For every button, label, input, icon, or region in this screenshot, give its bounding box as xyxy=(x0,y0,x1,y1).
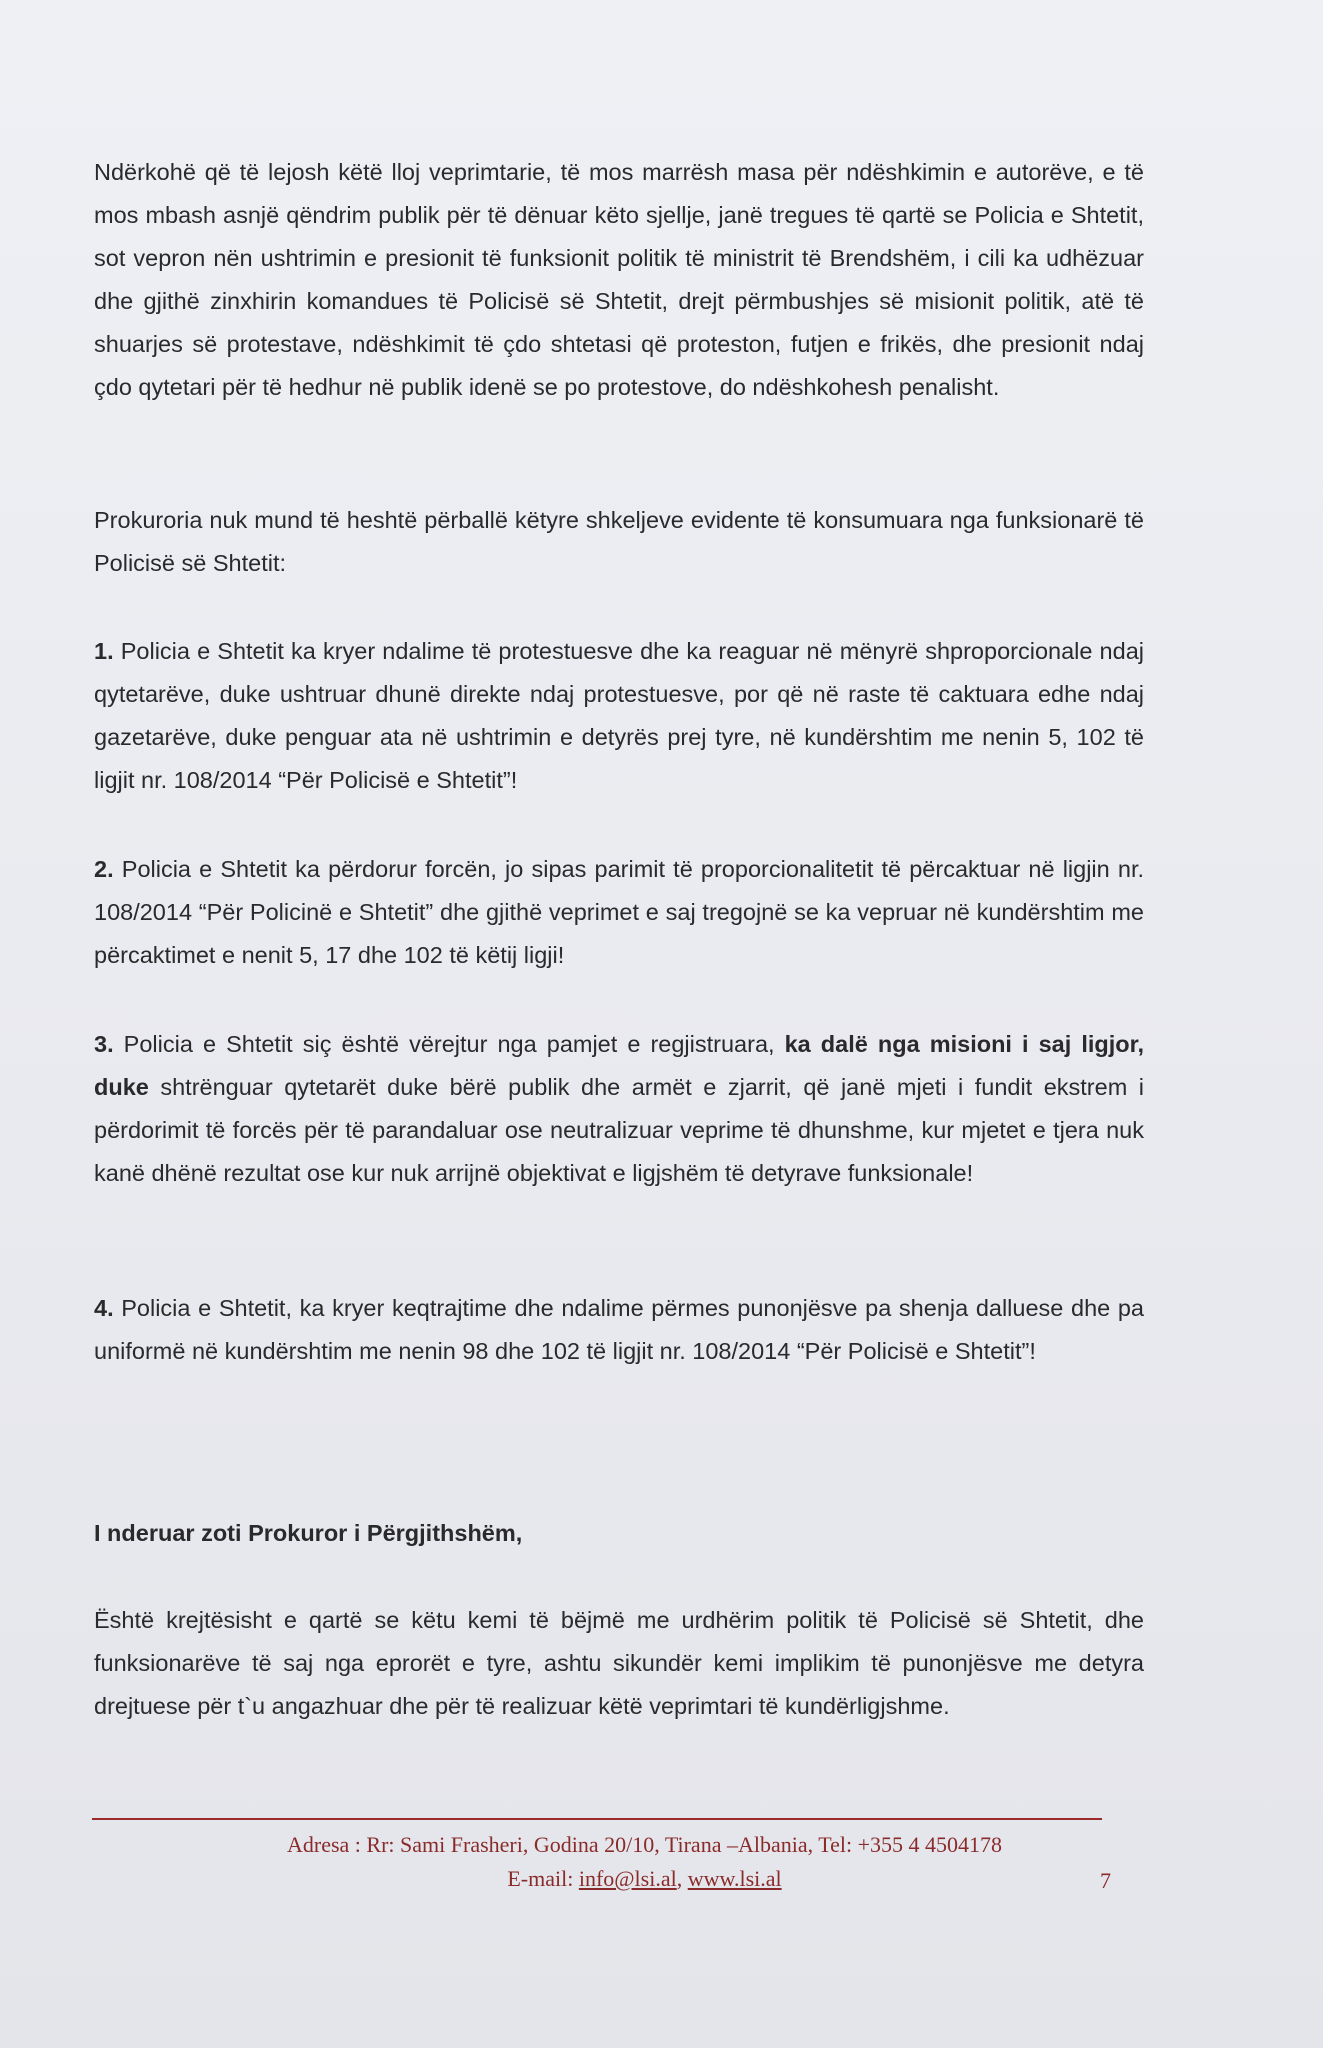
item-text-after: shtrënguar qytetarët duke bërë publik dhe armët e zjarrit, që janë mjeti i fundit ekstrem i përdorimit të forcës për të parandaluar ose neutralizuar veprime të dhunshme, kur mjetet e tjera nuk kanë dhënë rezultat ose kur nuk arrijnë objektivat e ligjshëm të detyrave funksionale! xyxy=(94,1074,1144,1186)
item-text-before: Policia e Shtetit siç është vërejtur nga pamjet e regjistruara, xyxy=(123,1031,785,1057)
closing-text: Është krejtësisht e qartë se këtu kemi të bëjmë me urdhërim politik të Policisë së Shtetit, dhe funksionarëve të saj nga eprorët e tyre, ashtu sikundër kemi implikim të punonjësve me detyra drejtuese për t`u angazhuar dhe për të realizuar këtë veprimtari të kundërligjshme. xyxy=(94,1607,1144,1719)
item-number: 2. xyxy=(94,856,114,882)
item-number: 3. xyxy=(94,1031,114,1057)
intro-text: Ndërkohë që të lejosh këtë lloj veprimtarie, të mos marrësh masa për ndëshkimin e autorëve, e të mos mbash asnjë qëndrim publik për të dënuar këto sjellje, janë tregues të qartë se Policia e Shtetit, sot vepron nën ushtrimin e presionit të funksionit politik të ministrit të Brendshëm, i cili ka udhëzuar dhe gjithë zinxhirin komandues të Policisë së Shtetit, drejt përmbushjes së misionit politik, atë të shuarjes së protestave, ndëshkimit të çdo shtetasi që proteston, futjen e frikës, dhe presionit ndaj çdo qytetari për të hedhur në publik idenë se po protestove, do ndëshkohesh penalisht. xyxy=(94,159,1144,400)
item-number: 1. xyxy=(94,638,114,664)
footer-address: Adresa : Rr: Sami Frasheri, Godina 20/10, Tirana –Albania, Tel: +355 4 4504178 xyxy=(287,1832,1002,1857)
footer-separator: , xyxy=(676,1866,688,1891)
prokuroria-paragraph xyxy=(94,499,1144,585)
list-item xyxy=(94,848,1144,977)
item-text: Policia e Shtetit, ka kryer keqtrajtime dhe ndalime përmes punonjësve pa shenja dalluese dhe pa uniformë në kundërshtim me nenin 98 dhe 102 të ligjit nr. 108/2014 “Për Policisë e Shtetit”! xyxy=(94,1295,1144,1364)
prokuroria-text: Prokuroria nuk mund të heshtë përballë këtyre shkeljeve evidente të konsumuara nga funksionarë të Policisë së Shtetit: xyxy=(94,507,1144,576)
footer-email-label: E-mail: xyxy=(507,1866,579,1891)
list-item xyxy=(94,630,1144,802)
item-text: Policia e Shtetit ka përdorur forcën, jo sipas parimit të proporcionalitetit të përcaktuar në ligjin nr. 108/2014 “Për Policinë e Shtetit” dhe gjithë veprimet e saj tregojnë se ka vepruar në kundërshtim me përcaktimet e nenit 5, 17 dhe 102 të këtij ligji! xyxy=(94,856,1144,968)
item-text: Policia e Shtetit ka kryer ndalime të protestuesve dhe ka reaguar në mënyrë shproporcionale ndaj qytetarëve, duke ushtruar dhunë direkte ndaj protestuesve, por që në raste të caktuara edhe ndaj gazetarëve, duke penguar ata në ushtrimin e detyrës prej tyre, në kundërshtim me nenin 5, 102 të ligjit nr. 108/2014 “Për Policisë e Shtetit”! xyxy=(94,638,1144,793)
intro-paragraph xyxy=(94,151,1144,409)
email-link[interactable]: info@lsi.al xyxy=(578,1866,677,1891)
page-number: 7 xyxy=(1100,1868,1111,1893)
footer-divider xyxy=(92,1818,1102,1820)
list-item xyxy=(94,1023,1144,1195)
salutation: I nderuar zoti Prokuror i Përgjithshëm, xyxy=(94,1520,523,1546)
list-item xyxy=(94,1287,1144,1373)
closing-paragraph xyxy=(94,1599,1144,1728)
item-number: 4. xyxy=(94,1295,114,1321)
website-link[interactable]: www.lsi.al xyxy=(687,1866,782,1891)
item-text-bold: ka dalë nga misioni i saj ligjor, duke xyxy=(94,1031,1144,1100)
